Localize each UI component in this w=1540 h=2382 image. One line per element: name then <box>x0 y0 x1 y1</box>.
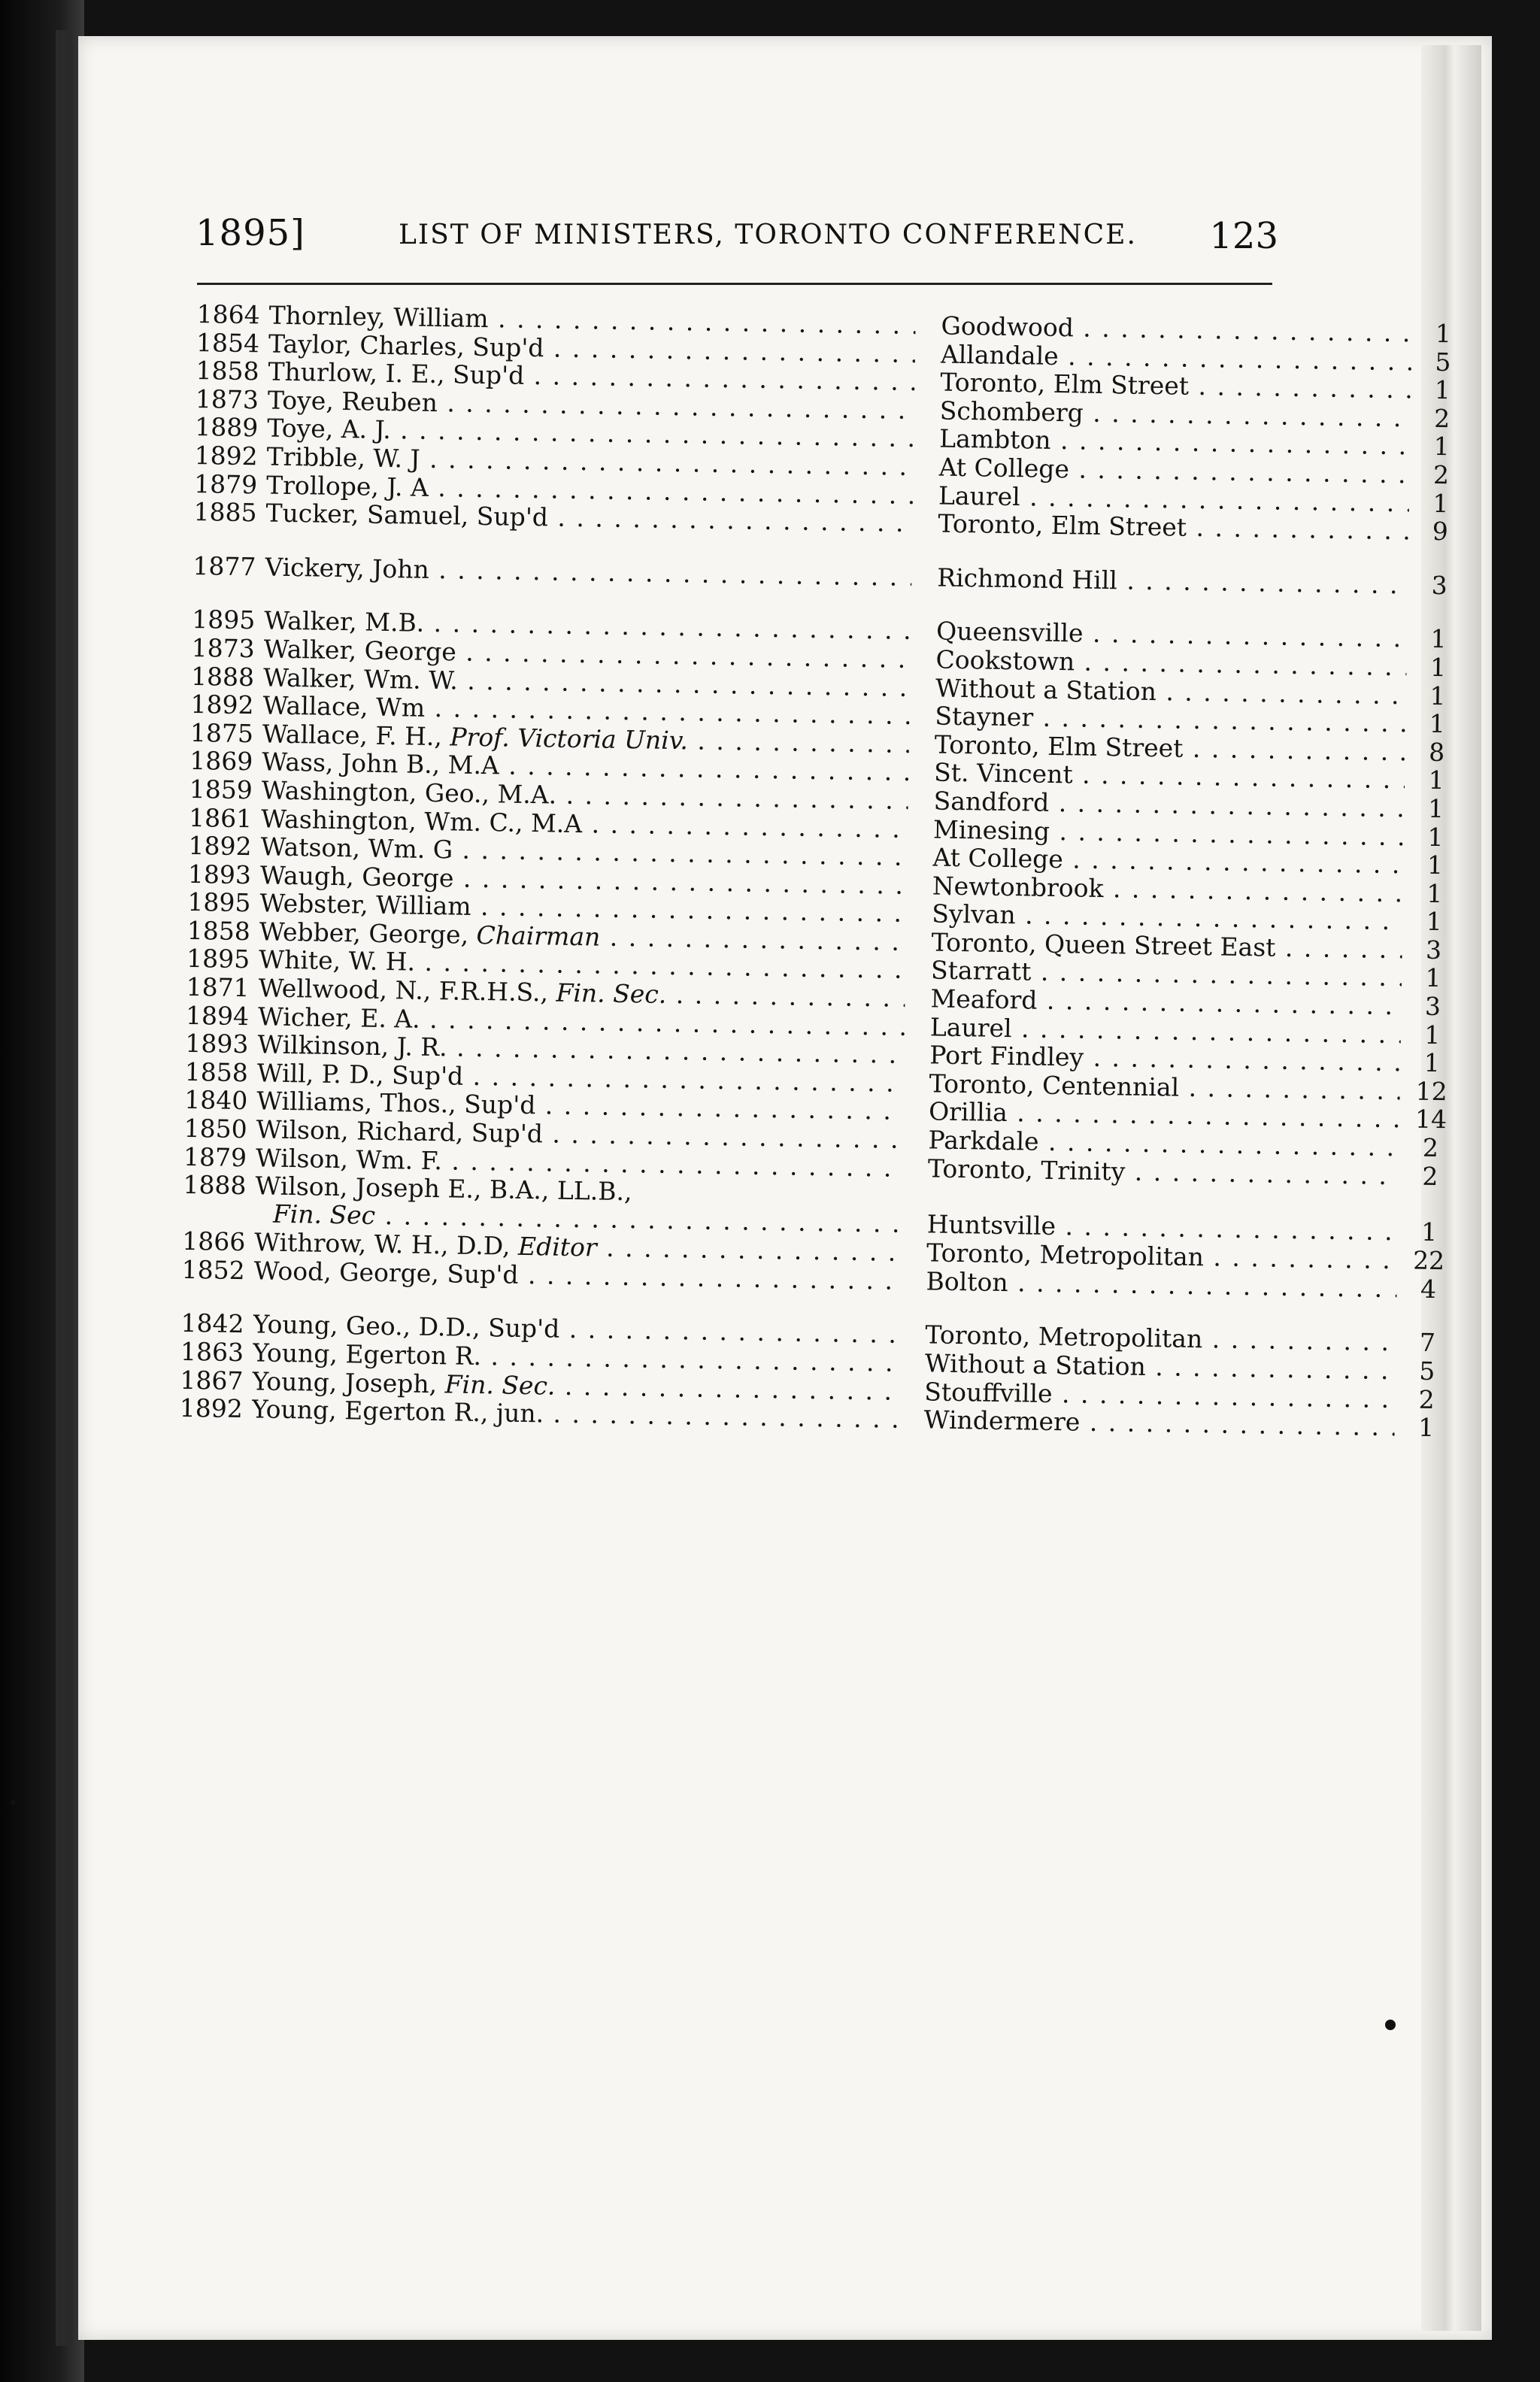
years-at-station: 1 <box>1429 708 1446 739</box>
years-at-station: 3 <box>1425 935 1442 965</box>
minister-role: Fin. Sec. <box>556 977 667 1009</box>
station-name: Sylvan . . . <box>932 899 1403 936</box>
years-at-station: 3 <box>1431 570 1448 600</box>
minister-name: Young, Egerton R. . . . <box>253 1338 900 1377</box>
station-name: Toronto, Elm Street . . . <box>935 729 1406 766</box>
entry-year: 1892 <box>194 440 259 471</box>
station-name: Toronto, Metropolitan . . . <box>925 1320 1396 1357</box>
station-name: St. Vincent . . . <box>934 758 1405 795</box>
years-at-station: 1 <box>1428 765 1445 796</box>
years-at-station: 12 <box>1415 1076 1448 1107</box>
minister-name: Trollope, J. A . . . <box>266 470 914 510</box>
station-name: Toronto, Metropolitan . . . <box>926 1238 1398 1275</box>
years-at-station: 9 <box>1432 517 1449 547</box>
entry-year: 1892 <box>188 831 252 862</box>
minister-name: Wood, George, Sup'd . . . <box>253 1256 901 1296</box>
minister-name: Toye, Reuben . . . <box>268 385 915 425</box>
station-name: At College . . . <box>932 843 1404 880</box>
station-name: Goodwood . . . <box>941 311 1412 348</box>
minister-name: Wallace, F. H., Prof. Victoria Univ. . . . <box>262 719 910 759</box>
years-at-station: 2 <box>1433 403 1451 433</box>
station-name: Stayner . . . <box>935 702 1406 738</box>
station-name: Laurel . . . <box>930 1012 1402 1049</box>
minister-name: Wellwood, N., F.R.H.S., Fin. Sec. . . . <box>258 973 905 1013</box>
station-name: Without a Station . . . <box>935 673 1407 710</box>
station-name: Toronto, Queen Street East . . . <box>931 927 1402 964</box>
entry-year: 1842 <box>180 1308 244 1339</box>
minister-name: Thornley, William . . . <box>268 301 916 341</box>
header-year: 1895] <box>196 212 305 254</box>
entry-year: 1893 <box>185 1029 249 1059</box>
station-name: At College . . . <box>938 452 1410 489</box>
entry-year: 1895 <box>186 944 250 974</box>
station-name: Minesing . . . <box>933 814 1405 851</box>
years-at-station: 1 <box>1435 318 1452 349</box>
years-at-station: 2 <box>1422 1132 1439 1163</box>
minister-name: White, W. H. . . . <box>259 945 906 985</box>
entry-year: 1879 <box>193 468 258 499</box>
minister-name: Wass, John B., M.A . . . <box>262 747 909 787</box>
entry-year: 1894 <box>185 1000 250 1031</box>
station-name: Port Findley . . . <box>929 1041 1401 1077</box>
minister-name: Tribble, W. J . . . <box>266 441 914 481</box>
minister-name: Walker, Wm. W. . . . <box>263 662 911 702</box>
years-at-station: 7 <box>1419 1328 1436 1358</box>
years-at-station: 1 <box>1432 488 1449 518</box>
station-name: Orillia . . . <box>929 1097 1400 1134</box>
entry-year: 1859 <box>189 774 253 805</box>
minister-name: Watson, Wm. G . . . <box>260 832 908 872</box>
years-at-station: 2 <box>1432 459 1450 490</box>
entry-year: 1875 <box>189 717 254 748</box>
entry-year: 1895 <box>187 887 251 918</box>
minister-role: Editor <box>517 1232 598 1262</box>
minister-name: Waugh, George . . . <box>260 860 908 900</box>
minister-name: Walker, M.B. . . . <box>264 606 911 646</box>
minister-name: Williams, Thos., Sup'd . . . <box>256 1086 904 1126</box>
years-at-station: 3 <box>1424 991 1441 1022</box>
years-at-station: 1 <box>1426 878 1443 908</box>
station-name: Toronto, Trinity . . . <box>928 1153 1399 1190</box>
station-name: Lambton . . . <box>939 424 1411 461</box>
minister-name: Withrow, W. H., D.D, Editor . . . <box>254 1228 902 1268</box>
years-at-station: 4 <box>1420 1274 1437 1304</box>
entry-year: 1858 <box>186 915 251 947</box>
years-at-station: 1 <box>1434 375 1451 405</box>
minister-role: Fin. Sec. <box>444 1368 556 1401</box>
station-name: Cookstown . . . <box>935 644 1407 681</box>
years-at-station: 1 <box>1426 850 1444 880</box>
minister-name: Wilson, Joseph E., B.A., LL.B., <box>255 1171 632 1207</box>
years-at-station: 1 <box>1426 907 1443 937</box>
minister-role-continued: Fin. Sec . . . <box>273 1199 902 1238</box>
header-title: LIST OF MINISTERS, TORONTO CONFERENCE. <box>399 220 1137 250</box>
years-at-station: 1 <box>1425 963 1441 993</box>
entry-year: 1858 <box>196 356 259 386</box>
years-at-station: 2 <box>1418 1384 1435 1414</box>
years-at-station: 1 <box>1429 652 1447 683</box>
years-at-station: 1 <box>1424 1020 1441 1050</box>
minister-entry <box>192 550 1448 600</box>
entry-year: 1854 <box>196 327 260 358</box>
station-name: Meaford . . . <box>930 984 1402 1021</box>
entry-year: 1888 <box>190 661 255 692</box>
entry-year: 1869 <box>189 746 253 777</box>
years-at-station: 1 <box>1417 1412 1435 1443</box>
entry-year: 1893 <box>187 859 252 889</box>
ink-speck <box>11 1800 15 1805</box>
years-at-station: 8 <box>1428 737 1445 767</box>
entry-year: 1852 <box>181 1254 246 1285</box>
years-at-station: 1 <box>1430 624 1447 654</box>
entry-year: 1885 <box>193 497 257 528</box>
entry-year: 1858 <box>184 1056 249 1088</box>
years-at-station: 5 <box>1419 1356 1435 1386</box>
entry-year: 1871 <box>186 971 250 1003</box>
minister-role: Prof. Victoria Univ. <box>450 722 689 756</box>
entry-year: 1867 <box>180 1365 244 1396</box>
minister-name: Wallace, Wm . . . <box>262 691 910 731</box>
station-name: Starratt . . . <box>931 956 1402 993</box>
minister-name: Walker, George . . . <box>263 634 911 674</box>
minister-name: Thurlow, I. E., Sup'd . . . <box>268 357 915 397</box>
entry-year: 1864 <box>196 299 260 330</box>
entry-year: 1889 <box>195 412 259 443</box>
station-name: Huntsville . . . <box>926 1210 1398 1247</box>
previous-page-edge <box>56 30 68 2346</box>
station-name: Toronto, Centennial . . . <box>929 1068 1400 1105</box>
entry-year: 1850 <box>183 1113 247 1144</box>
station-name: Allandale . . . <box>941 339 1412 376</box>
station-name: Queensville . . . <box>936 617 1408 653</box>
station-name: Windermere . . . <box>923 1405 1395 1442</box>
running-header <box>196 212 1278 272</box>
station-name: Parkdale . . . <box>928 1125 1399 1162</box>
years-at-station: 1 <box>1427 822 1444 852</box>
years-at-station: 1 <box>1427 793 1445 824</box>
entry-year: 1861 <box>188 802 253 833</box>
entry-year: 1895 <box>192 605 256 635</box>
years-at-station: 22 <box>1412 1245 1445 1276</box>
minister-name: Washington, Geo., M.A. . . . <box>261 775 908 815</box>
page-number: 123 <box>1209 215 1278 257</box>
years-at-station: 1 <box>1433 432 1450 462</box>
minister-name: Tucker, Samuel, Sup'd . . . <box>265 499 913 538</box>
station-name: Laurel . . . <box>938 480 1410 517</box>
station-name: Schomberg . . . <box>939 395 1411 432</box>
minister-name: Vickery, John . . . <box>265 552 912 592</box>
entry-year: 1892 <box>179 1393 244 1424</box>
ministers-list <box>179 299 1452 1443</box>
station-name: Richmond Hill . . . <box>937 562 1408 599</box>
minister-role: Chairman <box>476 920 601 952</box>
minister-name: Wilson, Wm. F. . . . <box>256 1143 903 1183</box>
minister-name: Toye, A. J. . . . <box>267 414 914 453</box>
minister-name: Washington, Wm. C., M.A . . . <box>261 804 908 844</box>
minister-name: Young, Joseph, Fin. Sec. . . . <box>252 1366 899 1406</box>
minister-name: Young, Egerton R., jun. . . . <box>252 1395 899 1435</box>
minister-name: Taylor, Charles, Sup'd . . . <box>268 329 916 368</box>
station-name: Stouffville . . . <box>924 1377 1396 1414</box>
years-at-station: 1 <box>1420 1217 1438 1247</box>
station-name: Without a Station . . . <box>925 1348 1396 1385</box>
entry-year: 1888 <box>183 1170 247 1201</box>
minister-name: Webber, George, Chairman . . . <box>259 917 906 956</box>
station-name: Sandford . . . <box>933 786 1405 823</box>
minister-name: Young, Geo., D.D., Sup'd . . . <box>253 1310 900 1350</box>
entry-year: 1873 <box>191 632 256 664</box>
station-name: Toronto, Elm Street . . . <box>938 509 1409 546</box>
years-at-station: 1 <box>1423 1048 1441 1078</box>
station-name: Newtonbrook . . . <box>932 871 1404 908</box>
entry-year: 1873 <box>195 383 259 415</box>
years-at-station: 5 <box>1435 347 1451 377</box>
minister-name: Wilson, Richard, Sup'd . . . <box>256 1114 903 1154</box>
entry-year: 1840 <box>183 1085 248 1116</box>
minister-name: Webster, William . . . <box>259 889 907 929</box>
station-name: Bolton . . . <box>926 1266 1397 1303</box>
entry-year: 1877 <box>192 550 256 582</box>
minister-name: Wilkinson, J. R. . . . <box>257 1030 905 1070</box>
ink-speck <box>1385 2020 1396 2030</box>
station-name: Toronto, Elm Street . . . <box>940 368 1411 405</box>
years-at-station: 2 <box>1422 1161 1438 1191</box>
years-at-station: 14 <box>1414 1105 1448 1135</box>
minister-name: Wicher, E. A. . . . <box>258 1002 905 1041</box>
scan-background-left <box>0 0 84 2382</box>
entry-year: 1879 <box>183 1141 247 1172</box>
years-at-station: 1 <box>1429 680 1446 711</box>
entry-year: 1892 <box>190 689 254 720</box>
minister-name: Will, P. D., Sup'd . . . <box>257 1058 905 1098</box>
entry-year: 1863 <box>180 1336 244 1368</box>
entry-year: 1866 <box>182 1226 246 1257</box>
header-rule <box>197 283 1272 285</box>
